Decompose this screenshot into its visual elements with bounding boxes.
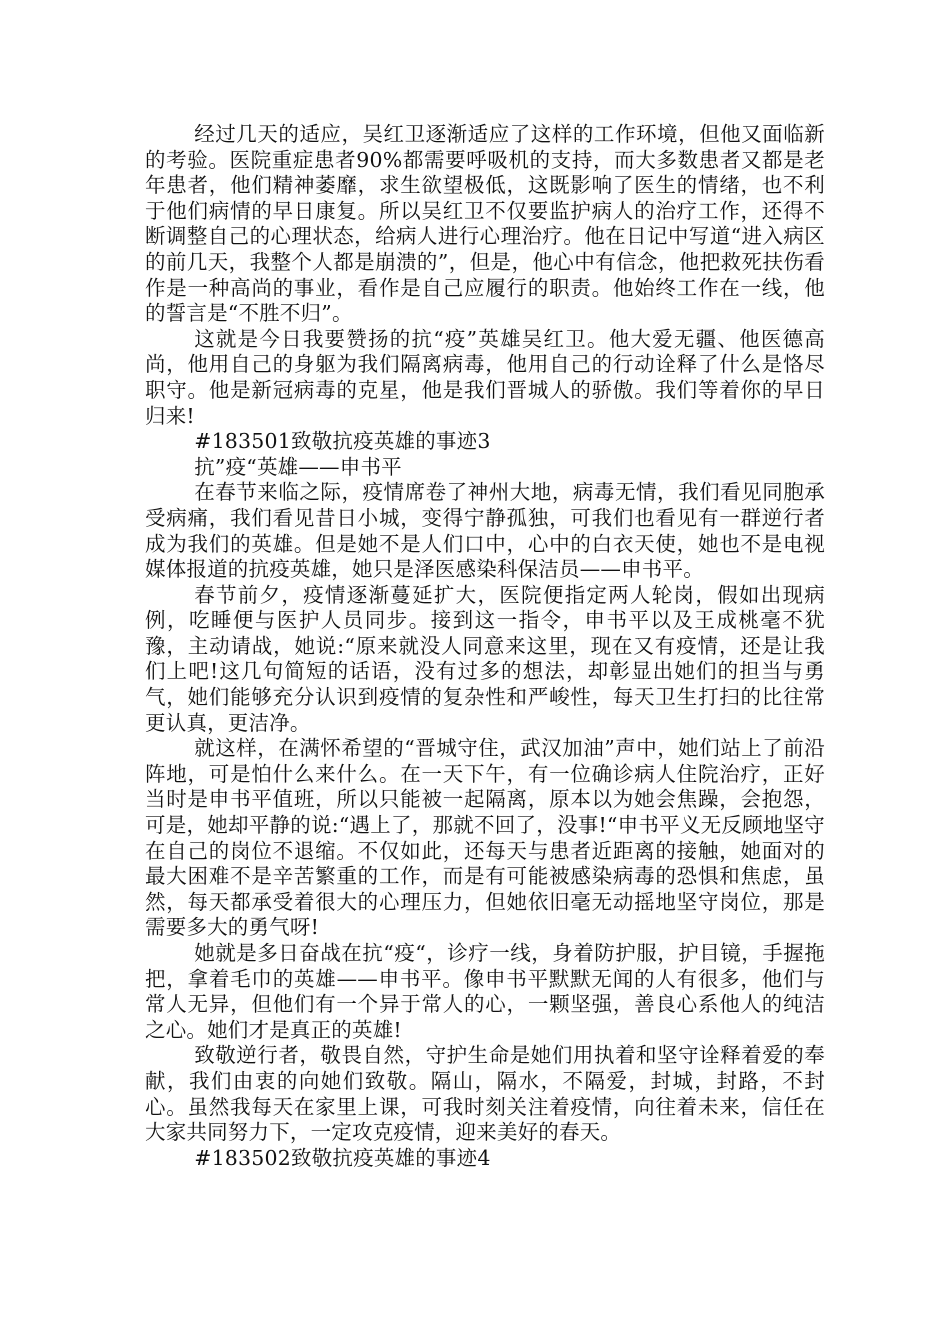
paragraph-frontline: 就这样，在满怀希望的“晋城守住，武汉加油”声中，她们站上了前沿阵地，可是怕什么来什么。在一天下午，有一位确诊病人住院治疗，正好当时是申书平值班，所以只能被一起隔离，原本以为她会焦躁，会抱怨，可是，她却平静的说:“遇上了，那就不回了，没事!“申书平义无反顾地坚守在自己的岗位不退缩。不仅如此，还每天与患者近距离的接触，她面对的最大困难不是辛苦繁重的工作，而是有可能被感染病毒的恐惧和焦虑，虽然，每天都承受着很大的心理压力，但她依旧毫无动摇地坚守岗位，那是需要多大的勇气呀! bbox=[145, 736, 825, 940]
paragraph-wu-hongwei-praise: 这就是今日我要赞扬的抗“疫”英雄吴红卫。他大爱无疆、他医德高尚，他用自己的身躯为我们隔离病毒，他用自己的行动诠释了什么是恪尽职守。他是新冠病毒的克星，他是我们晋城人的骄傲。我们等着你的早日归来! bbox=[145, 326, 825, 428]
section-heading-article-3: #183501致敬抗疫英雄的事迹3 bbox=[194, 429, 491, 454]
paragraph-before-festival: 春节前夕，疫情逐渐蔓延扩大，医院便指定两人轮岗，假如出现病例，吃睡便与医护人员同步。接到这一指令，申书平以及王成桃毫不犹豫，主动请战，她说:“原来就没人同意来这里，现在又有疫情，还是让我们上吧!这几句简短的话语，没有过多的想法，却彰显出她们的担当与勇气，她们能够充分认识到疫情的复杂性和严峻性，每天卫生打扫的比往常更认真，更洁净。 bbox=[145, 582, 825, 735]
paragraph-wu-hongwei-adaptation: 经过几天的适应，吴红卫逐渐适应了这样的工作环境，但他又面临新的考验。医院重症患者90%都需要呼吸机的支持，而大多数患者又都是老年患者，他们精神萎靡，求生欲望极低，这既影响了医生的情绪，也不利于他们病情的早日康复。所以吴红卫不仅要监护病人的治疗工作，还得不断调整自己的心理状态，给病人进行心理治疗。他在日记中写道“进入病区的前几天，我整个人都是崩溃的”，但是，他心中有信念，他把救死扶伤看作是一种高尚的事业，看作是自己应履行的职责。他始终工作在一线，他的誓言是“不胜不归”。 bbox=[145, 122, 825, 326]
paragraph-salute: 致敬逆行者，敬畏自然，守护生命是她们用执着和坚守诠释着爱的奉献，我们由衷的向她们致敬。隔山，隔水，不隔爱，封城，封路，不封心。虽然我每天在家里上课，可我时刻关注着疫情，向往着未来，信任在大家共同努力下，一定攻克疫情，迎来美好的春天。 bbox=[145, 1043, 825, 1145]
document-body bbox=[145, 122, 825, 1171]
article-title-shen-shuping: 抗”疫“英雄——申书平 bbox=[194, 454, 402, 479]
section-heading-article-4: #183502致敬抗疫英雄的事迹4 bbox=[194, 1145, 491, 1170]
paragraph-hero-summary: 她就是多日奋战在抗“疫“，诊疗一线，身着防护服，护目镜，手握拖把，拿着毛巾的英雄——申书平。像申书平默默无闻的人有很多，他们与常人无异，但他们有一个异于常人的心，一颗坚强，善良心系他人的纯洁之心。她们才是真正的英雄! bbox=[145, 941, 825, 1042]
paragraph-spring-festival: 在春节来临之际，疫情席卷了神州大地，病毒无情，我们看见同胞承受病痛，我们看见昔日小城，变得宁静孤独，可我们也看见有一群逆行者成为我们的英雄。但是她不是人们口中，心中的白衣天使，她也不是电视媒体报道的抗疫英雄，她只是泽医感染科保洁员——申书平。 bbox=[145, 480, 825, 582]
